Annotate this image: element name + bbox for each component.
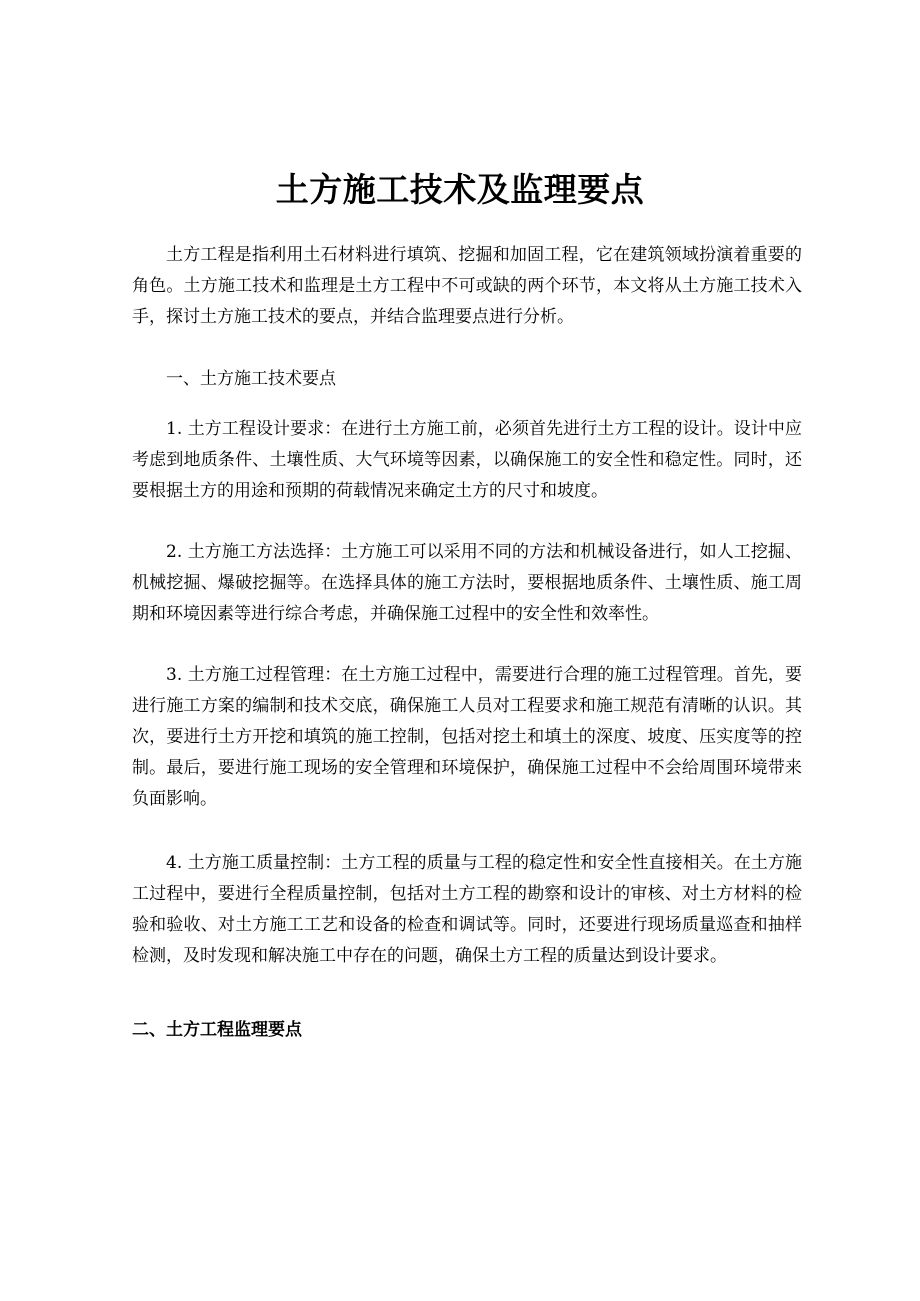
section-1-item-2: 2. 土方施工方法选择：土方施工可以采用不同的方法和机械设备进行，如人工挖掘、机械挖掘、爆破挖掘等。在选择具体的施工方法时，要根据地质条件、土壤性质、施工周期和环境因素等进行综合考虑，并确保施工过程中的安全性和效率性。 (132, 542, 802, 624)
intro-paragraph: 土方工程是指利用土石材料进行填筑、挖掘和加固工程，它在建筑领域扮演着重要的角色。土方施工技术和监理是土方工程中不可或缺的两个环节，本文将从土方施工技术入手，探讨土方施工技术的要点，并结合监理要点进行分析。 (132, 245, 802, 327)
section-1-item-1: 1. 土方工程设计要求：在进行土方施工前，必须首先进行土方工程的设计。设计中应考虑到地质条件、土壤性质、大气环境等因素，以确保施工的安全性和稳定性。同时，还要根据土方的用途和预期的荷载情况来确定土方的尺寸和坡度。 (132, 419, 802, 501)
document-title: 土方施工技术及监理要点 (275, 170, 645, 209)
section-2-heading: 二、土方工程监理要点 (132, 1020, 302, 1040)
section-1-heading: 一、土方施工技术要点 (166, 369, 336, 389)
section-1-item-4: 4. 土方施工质量控制：土方工程的质量与工程的稳定性和安全性直接相关。在土方施工过程中，要进行全程质量控制，包括对土方工程的勘察和设计的审核、对土方材料的检验和验收、对土方施工工艺和设备的检查和调试等。同时，还要进行现场质量巡查和抽样检测，及时发现和解决施工中存在的问题，确保土方工程的质量达到设计要求。 (132, 853, 802, 966)
section-1-item-3: 3. 土方施工过程管理：在土方施工过程中，需要进行合理的施工过程管理。首先，要进行施工方案的编制和技术交底，确保施工人员对工程要求和施工规范有清晰的认识。其次，要进行土方开挖和填筑的施工控制，包括对挖土和填土的深度、坡度、压实度等的控制。最后，要进行施工现场的安全管理和环境保护，确保施工过程中不会给周围环境带来负面影响。 (132, 665, 802, 809)
